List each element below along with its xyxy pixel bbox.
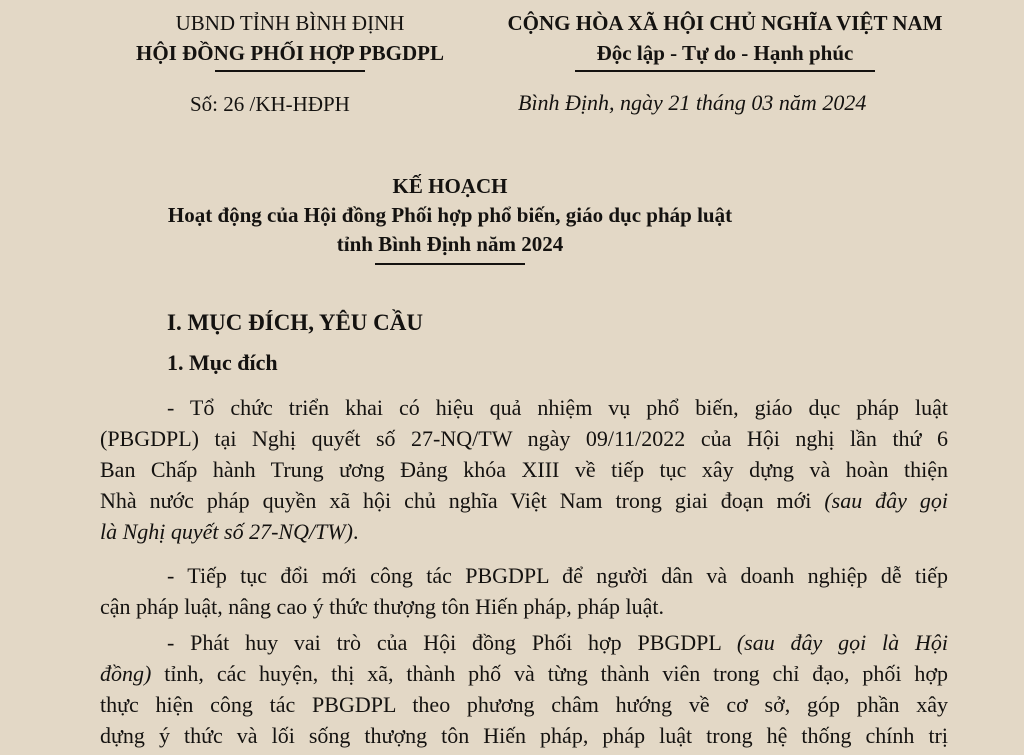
document-subtitle-line1: Hoạt động của Hội đồng Phối hợp phổ biến, giáo dục pháp luật	[167, 203, 733, 227]
paragraph-2	[100, 560, 948, 622]
paragraph-line: (PBGDPL) tại Nghị quyết số 27-NQ/TW ngày 09/11/2022 của Hội nghị lần thứ 6	[100, 426, 948, 451]
paragraph-line: Ban Chấp hành Trung ương Đảng khóa XIII về tiếp tục xây dựng và hoàn thiện	[100, 457, 948, 482]
issuing-agency-header	[100, 8, 480, 72]
document-number: Số: 26 /KH-HĐPH	[190, 92, 350, 116]
agency-name-line2: HỘI ĐỒNG PHỐI HỢP PBGDPL	[135, 41, 445, 65]
text-run: - Phát huy vai trò của Hội đồng Phối hợp PBGDPL	[167, 630, 737, 655]
document-date: Bình Định, ngày 21 tháng 03 năm 2024	[518, 90, 867, 115]
paragraph-1	[100, 392, 948, 547]
agency-underline	[215, 70, 365, 72]
italic-note: đồng)	[100, 661, 152, 686]
italic-note: là Nghị quyết số 27-NQ/TW)	[100, 519, 353, 544]
national-motto-header	[490, 8, 960, 72]
paragraph-3	[100, 627, 948, 751]
motto-underline	[575, 70, 875, 72]
section-heading: I. MỤC ĐÍCH, YÊU CẦU	[167, 310, 423, 335]
text-run: Nhà nước pháp quyền xã hội chủ nghĩa Việt Nam trong giai đoạn mới	[100, 488, 825, 513]
paragraph-line	[100, 658, 948, 689]
document-title-block	[120, 172, 780, 265]
paragraph-line: cận pháp luật, nâng cao ý thức thượng tôn Hiến pháp, pháp luật.	[100, 594, 664, 619]
text-run: .	[353, 519, 359, 544]
agency-name-line1: UBND TỈNH BÌNH ĐỊNH	[175, 11, 405, 35]
paragraph-line	[100, 627, 948, 658]
paragraph-line: thực hiện công tác PBGDPL theo phương châm hướng về cơ sở, góp phần xây	[100, 692, 948, 717]
text-run: tỉnh, các huyện, thị xã, thành phố và từng thành viên trong chỉ đạo, phối hợp	[151, 661, 948, 686]
italic-note: (sau đây gọi	[824, 488, 948, 513]
paragraph-line	[100, 485, 948, 516]
italic-note: (sau đây gọi là Hội	[736, 630, 948, 655]
paragraph-line: - Tiếp tục đổi mới công tác PBGDPL để người dân và doanh nghiệp dễ tiếp	[167, 563, 948, 588]
title-underline	[375, 263, 525, 265]
document-subtitle-line2: tỉnh Bình Định năm 2024	[336, 232, 564, 256]
document-title: KẾ HOẠCH	[392, 174, 508, 198]
country-name: CỘNG HÒA XÃ HỘI CHỦ NGHĨA VIỆT NAM	[507, 11, 943, 35]
paragraph-line: - Tổ chức triển khai có hiệu quả nhiệm vụ phổ biến, giáo dục pháp luật	[167, 395, 948, 420]
paragraph-line	[100, 516, 948, 547]
national-motto: Độc lập - Tự do - Hạnh phúc	[596, 41, 854, 65]
subsection-heading: 1. Mục đích	[167, 350, 278, 375]
paragraph-line: dựng ý thức và lối sống thượng tôn Hiến pháp, pháp luật trong hệ thống chính trị	[100, 723, 948, 748]
